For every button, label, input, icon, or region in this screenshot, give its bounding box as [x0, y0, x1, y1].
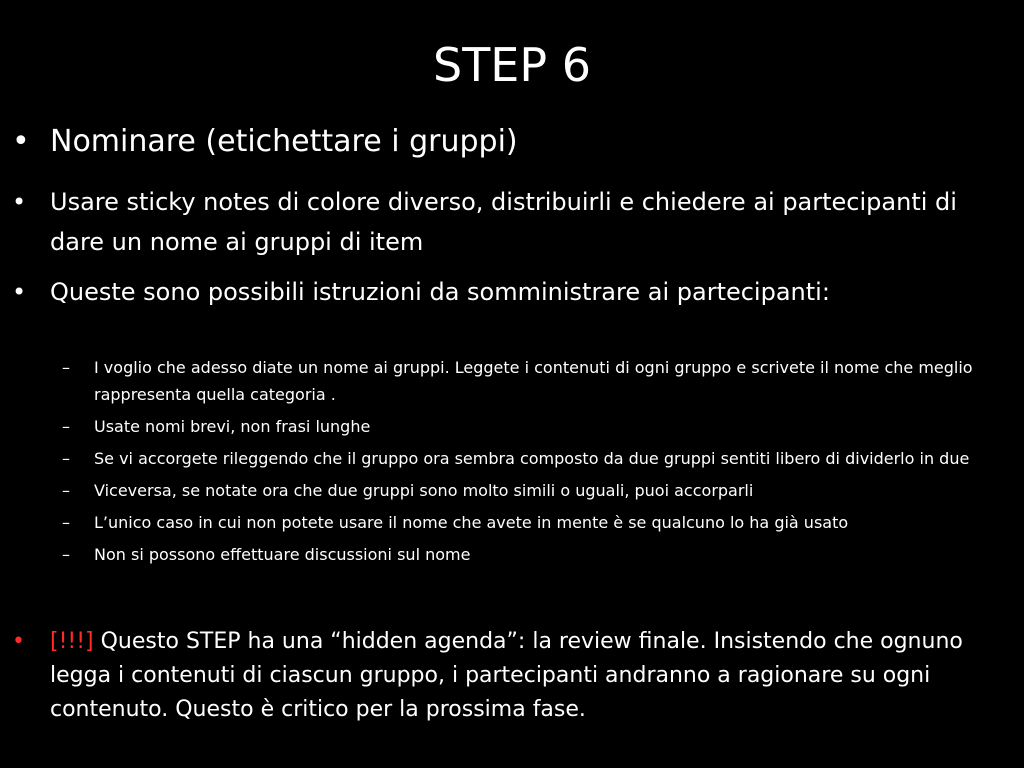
final-bullet-text: [50, 625, 1012, 727]
sub-bullet-item: [62, 445, 1012, 472]
sub-bullet-item: [62, 413, 1012, 440]
sub-bullet-list: [62, 354, 1012, 573]
dash-marker: –: [62, 481, 70, 500]
sub-bullet-text: Viceversa, se notate ora che due gruppi sono molto simili o uguali, puoi accorparli: [94, 481, 754, 500]
slide-title: STEP 6: [433, 38, 591, 92]
highlight-tag: [!!!]: [50, 629, 94, 654]
bullet-marker: •: [12, 278, 27, 306]
bullet-marker: •: [12, 629, 25, 654]
bullet-marker: •: [12, 188, 27, 216]
dash-marker: –: [62, 513, 70, 532]
sub-bullet-item: [62, 477, 1012, 504]
final-bullet-body: Questo STEP ha una “hidden agenda”: la review finale. Insistendo che ognuno legga i contenuti di ciascun gruppo, i partecipanti andranno a ragionare su ogni contenuto. Questo è critico per la prossima fase.: [50, 629, 963, 722]
sub-bullet-text: Usate nomi brevi, non frasi lunghe: [94, 417, 371, 436]
bullet-marker: •: [12, 124, 30, 159]
sub-bullet-text: L’unico caso in cui non potete usare il nome che avete in mente è se qualcuno lo ha già usato: [94, 513, 849, 532]
dash-marker: –: [62, 545, 70, 564]
bullet-item: [12, 182, 1012, 262]
sub-bullet-text: Non si possono effettuare discussioni sul nome: [94, 545, 471, 564]
bullet-text: Nominare (etichettare i gruppi): [50, 124, 518, 159]
bullet-item: [12, 272, 1012, 312]
sub-bullet-item: [62, 541, 1012, 568]
sub-bullet-text: Se vi accorgete rileggendo che il gruppo ora sembra composto da due gruppi sentiti libero di dividerlo in due: [94, 449, 970, 468]
final-bullet-item: [12, 625, 1012, 727]
dash-marker: –: [62, 358, 70, 377]
sub-bullet-item: [62, 509, 1012, 536]
dash-marker: –: [62, 449, 70, 468]
dash-marker: –: [62, 417, 70, 436]
sub-bullet-text: I voglio che adesso diate un nome ai gruppi. Leggete i contenuti di ogni gruppo e scrivete il nome che meglio rappresenta quella categoria .: [94, 358, 973, 404]
sub-bullet-item: [62, 354, 1012, 408]
bullet-item: [12, 120, 1012, 164]
bullet-text: Queste sono possibili istruzioni da somministrare ai partecipanti:: [50, 278, 830, 306]
bullet-text: Usare sticky notes di colore diverso, distribuirli e chiedere ai partecipanti di dare un nome ai gruppi di item: [50, 188, 957, 256]
